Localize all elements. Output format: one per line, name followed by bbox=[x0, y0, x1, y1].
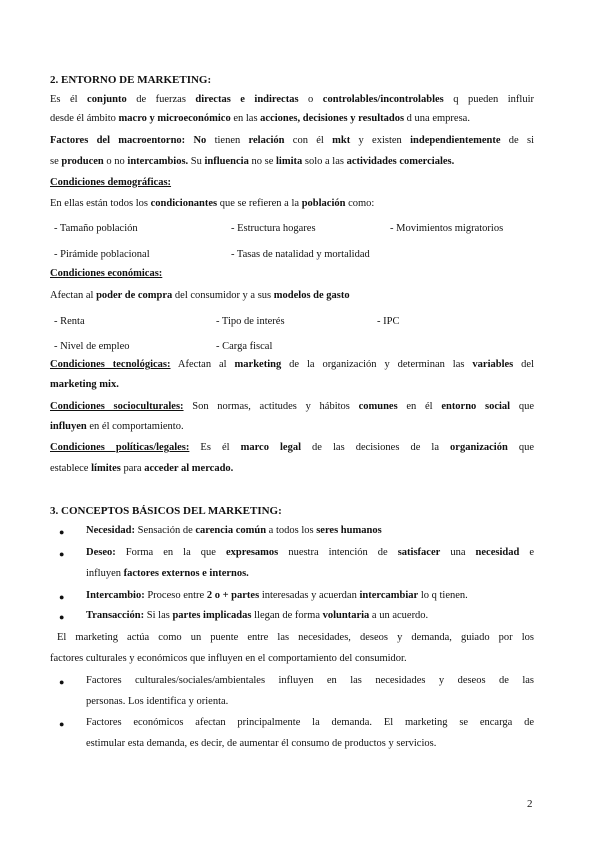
demograficas-intro: En ellas están todos los condicionantes que se refieren a la población como: bbox=[50, 198, 375, 209]
socioculturales-heading: Condiciones socioculturales: bbox=[50, 401, 184, 412]
economicas-intro: Afectan al poder de compra del consumidor y a sus modelos de gasto bbox=[50, 290, 350, 301]
politicas-heading: Condiciones políticas/legales: bbox=[50, 442, 190, 453]
economicos-line-2: estimular esta demanda, es decir, de aumentar él consumo de productos y servicios. bbox=[86, 738, 437, 749]
definition-line-1: Es él conjunto de fuerzas directas e indirectas o controlables/incontrolables q pueden influir bbox=[50, 94, 534, 105]
list-item: - Carga fiscal bbox=[216, 341, 273, 352]
list-item: - Pirámide poblacional bbox=[54, 249, 150, 260]
list-item: - Tipo de interés bbox=[216, 316, 285, 327]
politicas-line-2: establece límites para acceder al mercado. bbox=[50, 463, 234, 474]
bullet-icon: ● bbox=[59, 677, 65, 687]
bullet-icon: ● bbox=[59, 592, 65, 602]
tecnologicas-line-1: Condiciones tecnológicas: Afectan al marketing de la organización y determinan las variables del bbox=[50, 359, 534, 370]
list-item: - IPC bbox=[377, 316, 400, 327]
macro-line-1: Factores del macroentorno: No tienen relación con él mkt y existen independientemente de si bbox=[50, 135, 534, 146]
necesidad-item: Necesidad: Sensación de carencia común a todos los seres humanos bbox=[86, 525, 382, 536]
tecnologicas-line-2: marketing mix. bbox=[50, 379, 119, 390]
tecnologicas-heading: Condiciones tecnológicas: bbox=[50, 359, 171, 370]
list-item: - Tasas de natalidad y mortalidad bbox=[231, 249, 370, 260]
list-item: - Nivel de empleo bbox=[54, 341, 130, 352]
economicos-line-1: Factores económicos afectan principalmente la demanda. El marketing se encarga de bbox=[86, 717, 534, 728]
paragraph-line-2: factores culturales y económicos que influyen en el comportamiento del consumidor. bbox=[50, 653, 407, 664]
deseo-line-1: Deseo: Forma en la que expresamos nuestra intención de satisfacer una necesidad e bbox=[86, 547, 534, 558]
bullet-icon: ● bbox=[59, 527, 65, 537]
list-item: - Renta bbox=[54, 316, 85, 327]
bullet-icon: ● bbox=[59, 719, 65, 729]
definition-line-2: desde él ámbito macro y microeconómico en las acciones, decisiones y resultados d una empresa. bbox=[50, 113, 470, 124]
intercambio-item: Intercambio: Proceso entre 2 o + partes interesadas y acuerdan intercambiar lo q tienen. bbox=[86, 590, 468, 601]
list-item: - Movimientos migratorios bbox=[390, 223, 504, 234]
paragraph-line-1: El marketing actúa como un puente entre las necesidades, deseos y demanda, guiado por los bbox=[57, 632, 534, 643]
deseo-line-2: influyen factores externos e internos. bbox=[86, 568, 249, 579]
transaccion-item: Transacción: Si las partes implicadas llegan de forma voluntaria a un acuerdo. bbox=[86, 610, 429, 621]
list-item: - Tamaño población bbox=[54, 223, 138, 234]
section-3-title: 3. CONCEPTOS BÁSICOS DEL MARKETING: bbox=[50, 505, 282, 517]
socioculturales-line-1: Condiciones socioculturales: Son normas, actitudes y hábitos comunes en él entorno social que bbox=[50, 401, 534, 412]
politicas-line-1: Condiciones políticas/legales: Es él marco legal de las decisiones de la organización que bbox=[50, 442, 534, 453]
culturales-line-2: personas. Los identifica y orienta. bbox=[86, 696, 229, 707]
economicas-heading: Condiciones económicas: bbox=[50, 268, 163, 279]
section-2-title: 2. ENTORNO DE MARKETING: bbox=[50, 74, 212, 86]
bullet-icon: ● bbox=[59, 612, 65, 622]
culturales-line-1: Factores culturales/sociales/ambientales influyen en las necesidades y deseos de las bbox=[86, 675, 534, 686]
macro-line-2: se producen o no intercambios. Su influencia no se limita solo a las actividades comerciales. bbox=[50, 156, 455, 167]
page-number: 2 bbox=[527, 798, 533, 810]
socioculturales-line-2: influyen en él comportamiento. bbox=[50, 421, 184, 432]
list-item: - Estructura hogares bbox=[231, 223, 316, 234]
bullet-icon: ● bbox=[59, 549, 65, 559]
demograficas-heading: Condiciones demográficas: bbox=[50, 177, 172, 188]
